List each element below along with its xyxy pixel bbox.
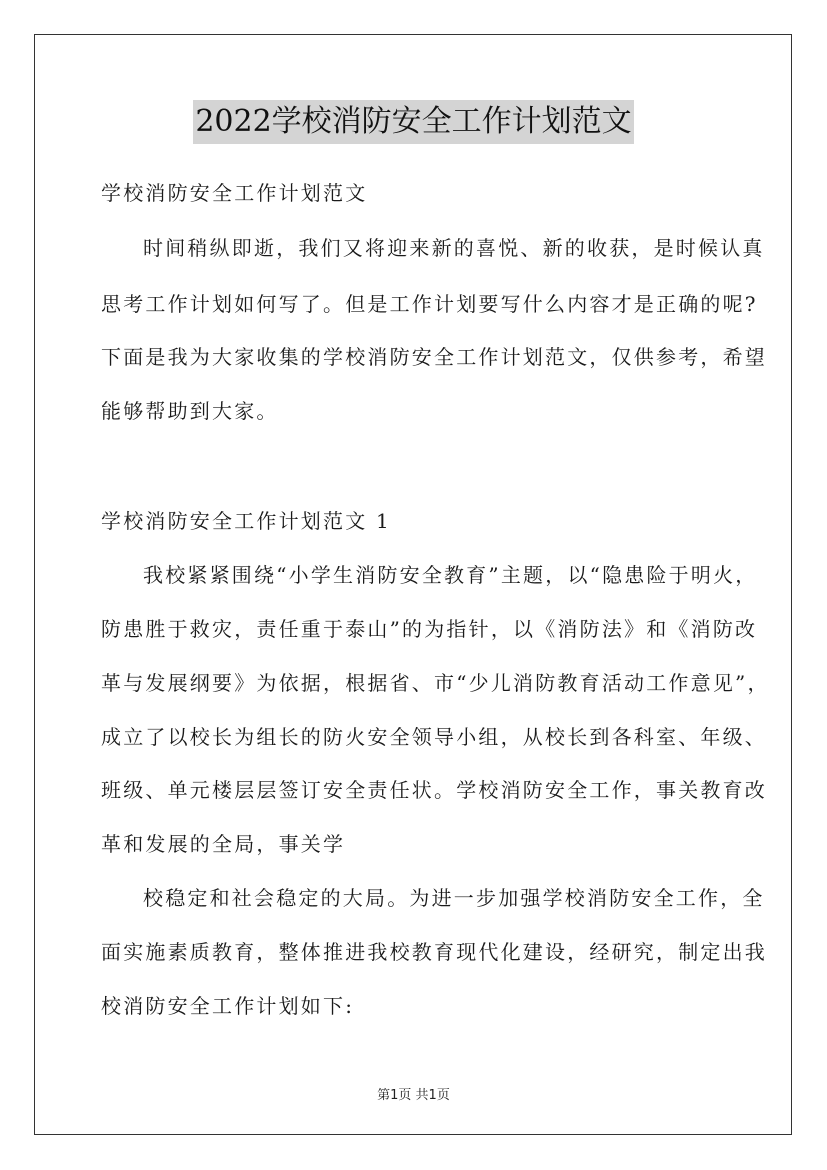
paragraph-line: 革和发展的全局，事关学 <box>101 832 346 856</box>
paragraph-line: 防患胜于救灾，责任重于泰山”的为指针，以《消防法》和《消防改 <box>101 617 758 641</box>
paragraph-line: 校稳定和社会稳定的大局。为进一步加强学校消防安全工作，全 <box>143 886 765 910</box>
paragraph-line: 面实施素质教育，整体推进我校教育现代化建设，经研究，制定出我 <box>101 940 767 964</box>
intro-line: 下面是我为大家收集的学校消防安全工作计划范文，仅供参考，希望 <box>101 345 767 369</box>
title-wrap <box>0 100 827 144</box>
document-subtitle: 学校消防安全工作计划范文 <box>101 181 368 205</box>
page-footer: 第1页 共1页 <box>377 1088 450 1103</box>
paragraph-line: 成立了以校长为组长的防火安全领导小组，从校长到各科室、年级、 <box>101 725 767 749</box>
paragraph-line: 革与发展纲要》为依据，根据省、市“少儿消防教育活动工作意见”， <box>101 671 770 695</box>
intro-line: 思考工作计划如何写了。但是工作计划要写什么内容才是正确的呢? <box>101 292 758 316</box>
document-title: 2022学校消防安全工作计划范文 <box>193 100 633 144</box>
paragraph-line: 班级、单元楼层层签订安全责任状。学校消防安全工作，事关教育改 <box>101 778 767 802</box>
section-heading: 学校消防安全工作计划范文 1 <box>101 509 391 533</box>
intro-line: 时间稍纵即逝，我们又将迎来新的喜悦、新的收获，是时候认真 <box>143 236 765 260</box>
intro-line: 能够帮助到大家。 <box>101 399 279 423</box>
paragraph-line: 我校紧紧围绕“小学生消防安全教育”主题，以“隐患险于明火， <box>143 563 758 587</box>
paragraph-line: 校消防安全工作计划如下: <box>101 994 355 1018</box>
